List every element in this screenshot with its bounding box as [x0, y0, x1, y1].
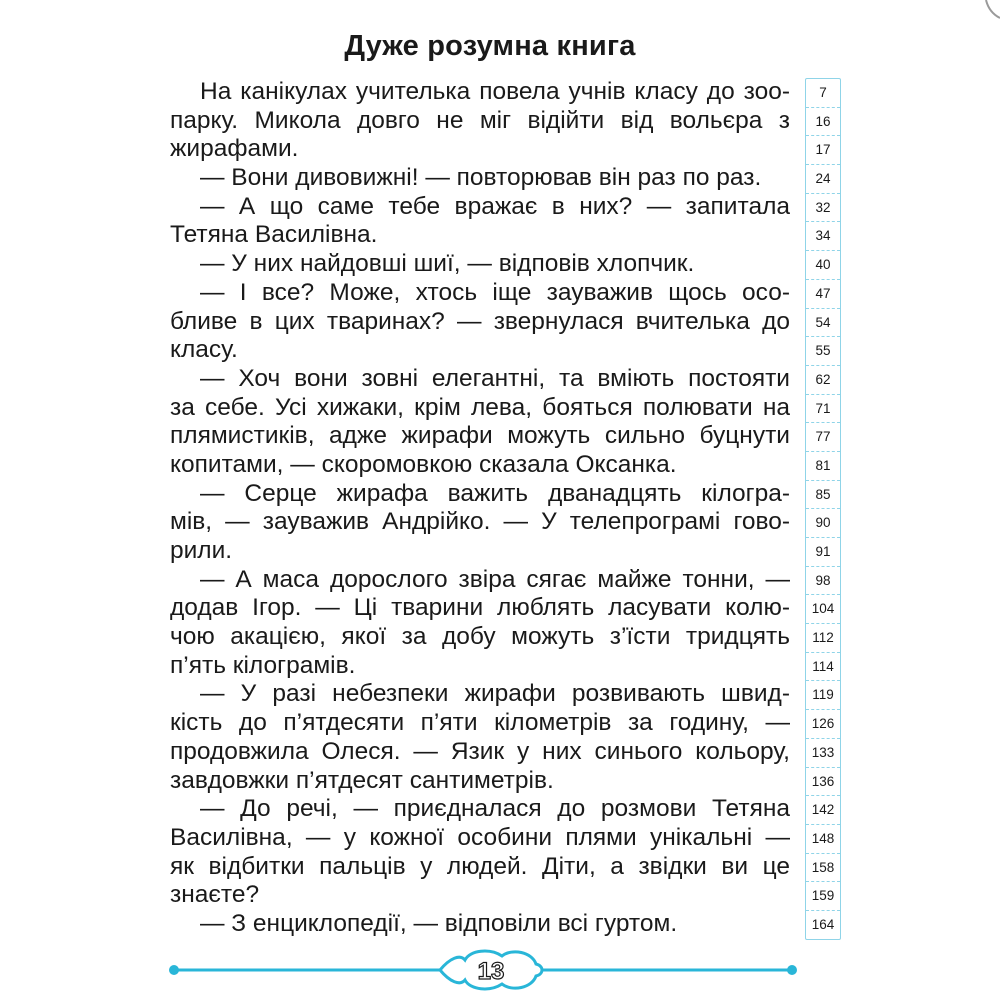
word-count-cell: 148 — [806, 825, 840, 854]
word-count-cell: 40 — [806, 251, 840, 280]
word-count-cell: 7 — [806, 79, 840, 108]
word-count-cell: 104 — [806, 595, 840, 624]
text-line: мів, — зауважив Андрійко. — У телепрограмі гово- — [170, 508, 790, 536]
text-line: — А що саме тебе вражає в них? — запитала — [200, 192, 790, 220]
text-line: завдовжки п’ятдесят сантиметрів. — [170, 766, 554, 794]
word-count-cell: 16 — [806, 108, 840, 137]
text-line: як відбитки пальців у людей. Діти, а звідки ви це — [170, 852, 790, 880]
text-line: — З енциклопедії, — відповіли всі гуртом. — [200, 909, 678, 937]
text-line: класу. — [170, 336, 238, 364]
word-count-cell: 17 — [806, 136, 840, 165]
word-count-cell: 91 — [806, 538, 840, 567]
text-line: На канікулах учителька повела учнів класу до зоо- — [200, 78, 790, 105]
page-number: 13 — [477, 958, 505, 985]
text-line: парку. Микола довго не міг відійти від вольєра з — [170, 106, 790, 134]
text-line: — У них найдовші шиї, — відповів хлопчик. — [200, 250, 695, 278]
text-line: додав Ігор. — Ці тварини люблять ласувати колю- — [170, 594, 790, 622]
text-line: — Вони дивовижні! — повторював він раз по раз. — [200, 164, 762, 192]
word-count-cell: 32 — [806, 194, 840, 223]
word-count-cell: 119 — [806, 681, 840, 710]
text-line: рили. — [170, 537, 233, 564]
text-line: кість до п’ятдесяти п’яти кілометрів за годину, — — [170, 709, 790, 737]
word-count-cell: 54 — [806, 309, 840, 338]
page-number-badge — [440, 951, 542, 989]
text-line: плямистиків, адже жирафи можуть сильно буцнути — [170, 422, 790, 450]
story-title: Дуже розумна книга — [344, 30, 636, 62]
text-line: п’ять кілограмів. — [170, 651, 356, 679]
text-line: — А маса дорослого звіра сягає майже тонни, — — [200, 565, 790, 593]
text-line: — У разі небезпеки жирафи розвивають швид- — [200, 680, 790, 708]
text-line: чою акацією, якої за добу можуть з’їсти тридцять — [170, 623, 790, 651]
word-count-cell: 142 — [806, 796, 840, 825]
word-count-cell: 136 — [806, 768, 840, 797]
corner-curl-icon — [982, 0, 1000, 22]
word-count-cell: 34 — [806, 222, 840, 251]
text-line: за себе. Усі хижаки, крім лева, бояться полювати на — [170, 393, 790, 421]
word-count-cell: 77 — [806, 423, 840, 452]
text-line: копитами, — скоромовкою сказала Оксанка. — [170, 450, 677, 478]
word-count-cell: 112 — [806, 624, 840, 653]
word-count-cell: 164 — [811, 916, 835, 932]
word-count-cell: 126 — [806, 710, 840, 739]
word-count-cell: 81 — [806, 452, 840, 481]
word-count-cell: 24 — [806, 165, 840, 194]
text-line: знаєте? — [170, 881, 260, 909]
story-text — [170, 78, 790, 939]
text-line: бливе в цих тваринах? — звернулася вчителька до — [170, 307, 790, 335]
text-line: — І все? Може, хтось іще зауважив щось осо- — [200, 278, 790, 306]
footer-left-rule — [169, 965, 440, 975]
text-line: жирафами. — [170, 135, 299, 163]
word-count-cell: 158 — [806, 854, 840, 883]
text-line: — Серце жирафа важить дванадцять кілогра- — [200, 479, 790, 507]
word-count-cell: 114 — [806, 653, 840, 682]
page-footer-ornament — [160, 940, 820, 1000]
word-count-cell: 159 — [806, 882, 840, 911]
text-line: — До речі, — приєдналася до розмови Тетяна — [200, 795, 790, 823]
text-line: Василівна, — у кожної особини плями унікальні — — [170, 823, 790, 851]
text-line: — Хоч вони зовні елегантні, та вміють постояти — [200, 364, 790, 392]
word-count-cell: 62 — [806, 366, 840, 395]
word-count-cell: 47 — [806, 280, 840, 309]
footer-right-rule — [540, 965, 797, 975]
word-count-cell: 85 — [806, 481, 840, 510]
text-line: Тетяна Василівна. — [170, 221, 378, 249]
word-count-cell: 90 — [806, 509, 840, 538]
word-count-cell: 133 — [806, 739, 840, 768]
word-count-cell: 98 — [806, 567, 840, 596]
text-line: продовжила Олеся. — Язик у них синього кольору, — [170, 737, 790, 765]
word-count-cell: 55 — [806, 337, 840, 366]
word-count-cell: 71 — [806, 395, 840, 424]
word-count-column — [805, 78, 841, 940]
